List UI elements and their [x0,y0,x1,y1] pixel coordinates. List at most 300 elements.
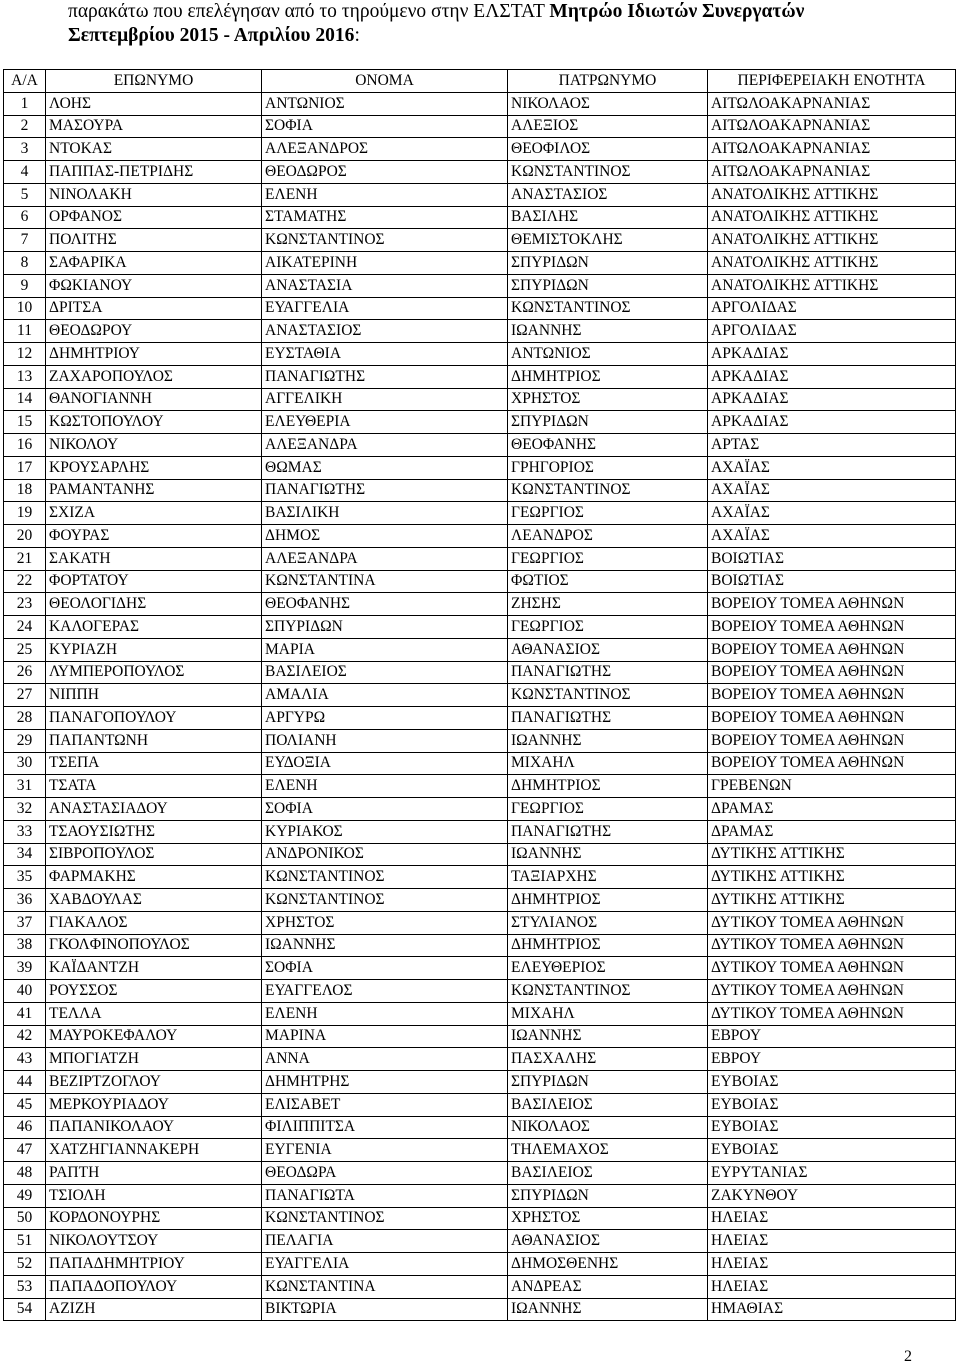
header-name: ΟΝΟΜΑ [262,70,508,93]
cell-region: ΕΥΒΟΙΑΣ [708,1116,956,1139]
cell-region: ΑΝΑΤΟΛΙΚΗΣ ΑΤΤΙΚΗΣ [708,274,956,297]
cell-father-name: ΛΕΑΝΔΡΟΣ [508,525,708,548]
cell-surname: ΤΕΛΛΑ [46,1002,262,1025]
cell-name: ΒΙΚΤΩΡΙΑ [262,1298,508,1321]
cell-surname: ΛΟΗΣ [46,92,262,115]
cell-father-name: ΔΗΜΗΤΡΙΟΣ [508,889,708,912]
cell-surname: ΤΣΕΠΑ [46,752,262,775]
cell-surname: ΓΚΟΛΦΙΝΟΠΟΥΛΟΣ [46,934,262,957]
cell-aa: 49 [4,1184,46,1207]
cell-father-name: ΔΗΜΗΤΡΙΟΣ [508,775,708,798]
cell-region: ΒΟΡΕΙΟΥ ΤΟΜΕΑ ΑΘΗΝΩΝ [708,638,956,661]
cell-aa: 43 [4,1048,46,1071]
cell-father-name: ΓΕΩΡΓΙΟΣ [508,502,708,525]
header-father-name: ΠΑΤΡΩΝΥΜΟ [508,70,708,93]
cell-father-name: ΓΕΩΡΓΙΟΣ [508,616,708,639]
cell-aa: 35 [4,866,46,889]
cell-name: ΑΝΝΑ [262,1048,508,1071]
intro-colon: : [354,25,360,46]
table-row [4,843,956,866]
cell-father-name: ΔΗΜΗΤΡΙΟΣ [508,365,708,388]
cell-father-name: ΙΩΑΝΝΗΣ [508,1298,708,1321]
table-row [4,1071,956,1094]
cell-aa: 51 [4,1230,46,1253]
cell-surname: ΑΝΑΣΤΑΣΙΑΔΟΥ [46,798,262,821]
cell-aa: 18 [4,479,46,502]
cell-aa: 40 [4,980,46,1003]
cell-aa: 37 [4,911,46,934]
cell-aa: 10 [4,297,46,320]
table-row [4,1002,956,1025]
table-row [4,343,956,366]
table-row [4,1275,956,1298]
cell-name: ΕΥΑΓΓΕΛΟΣ [262,980,508,1003]
cell-father-name: ΙΩΑΝΝΗΣ [508,843,708,866]
cell-name: ΕΛΙΣΑΒΕΤ [262,1093,508,1116]
cell-region: ΔΥΤΙΚΟΥ ΤΟΜΕΑ ΑΘΗΝΩΝ [708,911,956,934]
cell-father-name: ΚΩΝΣΤΑΝΤΙΝΟΣ [508,297,708,320]
cell-surname: ΣΑΦΑΡΙΚΑ [46,252,262,275]
cell-father-name: ΖΗΣΗΣ [508,593,708,616]
cell-father-name: ΣΠΥΡΙΔΩΝ [508,411,708,434]
cell-father-name: ΓΕΩΡΓΙΟΣ [508,547,708,570]
cell-surname: ΚΩΣΤΟΠΟΥΛΟΥ [46,411,262,434]
cell-region: ΑΧΑΪΑΣ [708,502,956,525]
table-row [4,798,956,821]
table-row [4,1298,956,1321]
cell-region: ΑΧΑΪΑΣ [708,525,956,548]
table-row [4,707,956,730]
cell-region: ΔΥΤΙΚΟΥ ΤΟΜΕΑ ΑΘΗΝΩΝ [708,957,956,980]
table-row [4,365,956,388]
cell-aa: 2 [4,115,46,138]
cell-aa: 54 [4,1298,46,1321]
cell-aa: 15 [4,411,46,434]
cell-father-name: ΒΑΣΙΛΕΙΟΣ [508,1162,708,1185]
cell-surname: ΡΟΥΣΣΟΣ [46,980,262,1003]
cell-region: ΕΥΒΟΙΑΣ [708,1139,956,1162]
cell-region: ΒΟΙΩΤΙΑΣ [708,570,956,593]
cell-surname: ΘΕΟΛΟΓΙΔΗΣ [46,593,262,616]
cell-surname: ΜΑΣΟΥΡΑ [46,115,262,138]
cell-surname: ΠΑΠΑΝΤΩΝΗ [46,729,262,752]
cell-aa: 46 [4,1116,46,1139]
cell-father-name: ΑΘΑΝΑΣΙΟΣ [508,1230,708,1253]
cell-father-name: ΑΛΕΞΙΟΣ [508,115,708,138]
cell-region: ΑΙΤΩΛΟΑΚΑΡΝΑΝΙΑΣ [708,161,956,184]
cell-region: ΑΡΓΟΛΙΔΑΣ [708,320,956,343]
table-row [4,1230,956,1253]
cell-name: ΜΑΡΙΝΑ [262,1025,508,1048]
cell-father-name: ΣΠΥΡΙΔΩΝ [508,274,708,297]
cell-region: ΗΛΕΙΑΣ [708,1207,956,1230]
cell-region: ΗΛΕΙΑΣ [708,1275,956,1298]
cell-region: ΑΡΤΑΣ [708,434,956,457]
cell-region: ΕΒΡΟΥ [708,1025,956,1048]
table-row [4,456,956,479]
table-row [4,775,956,798]
cell-surname: ΣΑΚΑΤΗ [46,547,262,570]
cell-region: ΑΧΑΪΑΣ [708,479,956,502]
cell-surname: ΠΑΠΑΝΙΚΟΛΑΟΥ [46,1116,262,1139]
cell-aa: 6 [4,206,46,229]
table-row [4,388,956,411]
cell-region: ΓΡΕΒΕΝΩΝ [708,775,956,798]
cell-surname: ΦΩΚΙΑΝΟΥ [46,274,262,297]
cell-father-name: ΒΑΣΙΛΗΣ [508,206,708,229]
cell-surname: ΠΑΠΑΔΗΜΗΤΡΙΟΥ [46,1253,262,1276]
cell-surname: ΠΑΠΠΑΣ-ΠΕΤΡΙΔΗΣ [46,161,262,184]
table-row [4,866,956,889]
cell-region: ΔΥΤΙΚΟΥ ΤΟΜΕΑ ΑΘΗΝΩΝ [708,980,956,1003]
cell-name: ΠΕΛΑΓΙΑ [262,1230,508,1253]
cell-father-name: ΝΙΚΟΛΑΟΣ [508,1116,708,1139]
cell-aa: 23 [4,593,46,616]
cell-surname: ΟΡΦΑΝΟΣ [46,206,262,229]
cell-region: ΕΥΒΟΙΑΣ [708,1071,956,1094]
page-number: 2 [904,1348,912,1365]
cell-region: ΖΑΚΥΝΘΟΥ [708,1184,956,1207]
cell-surname: ΦΟΥΡΑΣ [46,525,262,548]
cell-name: ΕΛΕΝΗ [262,1002,508,1025]
cell-father-name: ΣΠΥΡΙΔΩΝ [508,252,708,275]
cell-region: ΔΥΤΙΚΗΣ ΑΤΤΙΚΗΣ [708,889,956,912]
cell-father-name: ΑΘΑΝΑΣΙΟΣ [508,638,708,661]
intro-period: Σεπτεμβρίου 2015 - Απριλίου 2016 [68,25,355,46]
table-body [4,92,956,1321]
cell-aa: 22 [4,570,46,593]
cell-region: ΑΝΑΤΟΛΙΚΗΣ ΑΤΤΙΚΗΣ [708,183,956,206]
cell-name: ΚΩΝΣΤΑΝΤΙΝΟΣ [262,889,508,912]
cell-aa: 12 [4,343,46,366]
cell-name: ΔΗΜΗΤΡΗΣ [262,1071,508,1094]
cell-name: ΒΑΣΙΛΕΙΟΣ [262,661,508,684]
table-row [4,820,956,843]
cell-surname: ΡΑΜΑΝΤΑΝΗΣ [46,479,262,502]
cell-name: ΑΡΓΥΡΩ [262,707,508,730]
cell-region: ΑΝΑΤΟΛΙΚΗΣ ΑΤΤΙΚΗΣ [708,206,956,229]
table-row [4,684,956,707]
cell-father-name: ΣΠΥΡΙΔΩΝ [508,1184,708,1207]
cell-name: ΚΩΝΣΤΑΝΤΙΝΑ [262,1275,508,1298]
cell-aa: 44 [4,1071,46,1094]
cell-name: ΕΥΑΓΓΕΛΙΑ [262,1253,508,1276]
cell-region: ΔΥΤΙΚΟΥ ΤΟΜΕΑ ΑΘΗΝΩΝ [708,934,956,957]
cell-surname: ΦΑΡΜΑΚΗΣ [46,866,262,889]
cell-surname: ΝΙΝΟΛΑΚΗ [46,183,262,206]
cell-father-name: ΚΩΝΣΤΑΝΤΙΝΟΣ [508,479,708,502]
cell-aa: 16 [4,434,46,457]
cell-region: ΔΥΤΙΚΗΣ ΑΤΤΙΚΗΣ [708,866,956,889]
table-row [4,229,956,252]
cell-aa: 31 [4,775,46,798]
cell-surname: ΖΑΧΑΡΟΠΟΥΛΟΣ [46,365,262,388]
intro-part-1: παρακάτω που επελέγησαν από το τηρούμενο στην ΕΛΣΤΑΤ [68,1,550,22]
table-row [4,479,956,502]
cell-name: ΕΛΕΝΗ [262,775,508,798]
cell-surname: ΜΠΟΓΙΑΤΖΗ [46,1048,262,1071]
cell-surname: ΛΥΜΠΕΡΟΠΟΥΛΟΣ [46,661,262,684]
cell-father-name: ΕΛΕΥΘΕΡΙΟΣ [508,957,708,980]
cell-surname: ΜΕΡΚΟΥΡΙΑΔΟΥ [46,1093,262,1116]
table-row [4,320,956,343]
cell-father-name: ΘΕΟΦΙΛΟΣ [508,138,708,161]
cell-aa: 25 [4,638,46,661]
cell-name: ΚΩΝΣΤΑΝΤΙΝΑ [262,570,508,593]
cell-name: ΦΙΛΙΠΠΙΤΣΑ [262,1116,508,1139]
table-row [4,1139,956,1162]
table-row [4,570,956,593]
table-row [4,1207,956,1230]
cell-name: ΑΝΔΡΟΝΙΚΟΣ [262,843,508,866]
cell-surname: ΠΑΠΑΔΟΠΟΥΛΟΥ [46,1275,262,1298]
cell-aa: 45 [4,1093,46,1116]
intro-registry-name: Μητρώο Ιδιωτών Συνεργατών [549,1,805,22]
table-header-row [4,70,956,93]
cell-aa: 9 [4,274,46,297]
cell-name: ΣΠΥΡΙΔΩΝ [262,616,508,639]
registry-table [3,69,956,1321]
cell-father-name: ΣΤΥΛΙΑΝΟΣ [508,911,708,934]
cell-father-name: ΜΙΧΑΗΛ [508,752,708,775]
cell-name: ΣΟΦΙΑ [262,115,508,138]
cell-region: ΑΙΤΩΛΟΑΚΑΡΝΑΝΙΑΣ [708,115,956,138]
cell-surname: ΚΥΡΙΑΖΗ [46,638,262,661]
table-row [4,206,956,229]
cell-aa: 52 [4,1253,46,1276]
table-row [4,934,956,957]
cell-surname: ΜΑΥΡΟΚΕΦΑΛΟΥ [46,1025,262,1048]
table-row [4,161,956,184]
table-row [4,638,956,661]
cell-father-name: ΠΑΝΑΓΙΩΤΗΣ [508,707,708,730]
cell-region: ΑΙΤΩΛΟΑΚΑΡΝΑΝΙΑΣ [708,92,956,115]
cell-aa: 11 [4,320,46,343]
cell-aa: 26 [4,661,46,684]
cell-aa: 48 [4,1162,46,1185]
cell-name: ΠΑΝΑΓΙΩΤΗΣ [262,365,508,388]
cell-region: ΑΧΑΪΑΣ [708,456,956,479]
table-row [4,616,956,639]
cell-aa: 7 [4,229,46,252]
cell-surname: ΝΙΠΠΗ [46,684,262,707]
cell-name: ΑΜΑΛΙΑ [262,684,508,707]
cell-aa: 17 [4,456,46,479]
cell-name: ΑΛΕΞΑΝΔΡΑ [262,547,508,570]
intro-line-2 [68,24,948,48]
cell-region: ΔΥΤΙΚΟΥ ΤΟΜΕΑ ΑΘΗΝΩΝ [708,1002,956,1025]
cell-father-name: ΤΗΛΕΜΑΧΟΣ [508,1139,708,1162]
cell-name: ΕΛΕΥΘΕΡΙΑ [262,411,508,434]
cell-surname: ΧΑΤΖΗΓΙΑΝΝΑΚΕΡΗ [46,1139,262,1162]
cell-father-name: ΓΡΗΓΟΡΙΟΣ [508,456,708,479]
cell-name: ΣΟΦΙΑ [262,798,508,821]
table-row [4,889,956,912]
cell-surname: ΚΑΛΟΓΕΡΑΣ [46,616,262,639]
cell-father-name: ΚΩΝΣΤΑΝΤΙΝΟΣ [508,161,708,184]
table-row [4,502,956,525]
cell-aa: 32 [4,798,46,821]
cell-aa: 1 [4,92,46,115]
cell-aa: 5 [4,183,46,206]
cell-aa: 33 [4,820,46,843]
cell-name: ΑΝΑΣΤΑΣΙΟΣ [262,320,508,343]
table-row [4,980,956,1003]
cell-aa: 47 [4,1139,46,1162]
cell-name: ΜΑΡΙΑ [262,638,508,661]
cell-aa: 29 [4,729,46,752]
table-row [4,547,956,570]
intro-text [68,0,948,48]
cell-father-name: ΝΙΚΟΛΑΟΣ [508,92,708,115]
cell-father-name: ΙΩΑΝΝΗΣ [508,320,708,343]
cell-name: ΚΥΡΙΑΚΟΣ [262,820,508,843]
cell-aa: 20 [4,525,46,548]
cell-name: ΠΑΝΑΓΙΩΤΗΣ [262,479,508,502]
cell-region: ΑΡΓΟΛΙΔΑΣ [708,297,956,320]
cell-father-name: ΑΝΤΩΝΙΟΣ [508,343,708,366]
cell-aa: 4 [4,161,46,184]
cell-aa: 36 [4,889,46,912]
cell-aa: 39 [4,957,46,980]
cell-father-name: ΙΩΑΝΝΗΣ [508,1025,708,1048]
cell-name: ΘΕΟΦΑΝΗΣ [262,593,508,616]
table-row [4,92,956,115]
cell-aa: 24 [4,616,46,639]
cell-father-name: ΠΑΝΑΓΙΩΤΗΣ [508,820,708,843]
cell-region: ΑΝΑΤΟΛΙΚΗΣ ΑΤΤΙΚΗΣ [708,229,956,252]
cell-name: ΚΩΝΣΤΑΝΤΙΝΟΣ [262,1207,508,1230]
cell-father-name: ΔΗΜΗΤΡΙΟΣ [508,934,708,957]
cell-surname: ΤΣΑΟΥΣΙΩΤΗΣ [46,820,262,843]
header-surname: ΕΠΩΝΥΜΟ [46,70,262,93]
table-row [4,138,956,161]
table-row [4,1025,956,1048]
cell-name: ΕΥΓΕΝΙΑ [262,1139,508,1162]
cell-name: ΙΩΑΝΝΗΣ [262,934,508,957]
cell-name: ΚΩΝΣΤΑΝΤΙΝΟΣ [262,866,508,889]
cell-surname: ΘΕΟΔΩΡΟΥ [46,320,262,343]
table-row [4,661,956,684]
cell-name: ΘΩΜΑΣ [262,456,508,479]
cell-region: ΒΟΡΕΙΟΥ ΤΟΜΕΑ ΑΘΗΝΩΝ [708,593,956,616]
table-row [4,911,956,934]
table-row [4,525,956,548]
cell-surname: ΔΗΜΗΤΡΙΟΥ [46,343,262,366]
cell-father-name: ΑΝΔΡΕΑΣ [508,1275,708,1298]
cell-aa: 21 [4,547,46,570]
cell-surname: ΣΧΙΖΑ [46,502,262,525]
cell-name: ΕΥΔΟΞΙΑ [262,752,508,775]
cell-region: ΑΡΚΑΔΙΑΣ [708,365,956,388]
cell-aa: 28 [4,707,46,730]
table-row [4,274,956,297]
cell-region: ΑΙΤΩΛΟΑΚΑΡΝΑΝΙΑΣ [708,138,956,161]
table-row [4,1162,956,1185]
cell-region: ΒΟΡΕΙΟΥ ΤΟΜΕΑ ΑΘΗΝΩΝ [708,661,956,684]
cell-name: ΘΕΟΔΩΡΟΣ [262,161,508,184]
cell-name: ΧΡΗΣΤΟΣ [262,911,508,934]
cell-aa: 13 [4,365,46,388]
cell-aa: 27 [4,684,46,707]
cell-surname: ΓΙΑΚΑΛΟΣ [46,911,262,934]
cell-name: ΣΤΑΜΑΤΗΣ [262,206,508,229]
cell-surname: ΚΡΟΥΣΑΡΛΗΣ [46,456,262,479]
cell-father-name: ΜΙΧΑΗΛ [508,1002,708,1025]
table-row [4,1253,956,1276]
cell-region: ΗΛΕΙΑΣ [708,1253,956,1276]
cell-surname: ΠΟΛΙΤΗΣ [46,229,262,252]
cell-surname: ΝΙΚΟΛΟΥ [46,434,262,457]
cell-surname: ΡΑΠΤΗ [46,1162,262,1185]
table-row [4,1116,956,1139]
cell-region: ΔΡΑΜΑΣ [708,820,956,843]
table-row [4,1184,956,1207]
cell-name: ΑΓΓΕΛΙΚΗ [262,388,508,411]
cell-surname: ΝΤΟΚΑΣ [46,138,262,161]
table-row [4,1048,956,1071]
table-row [4,183,956,206]
cell-aa: 30 [4,752,46,775]
table-row [4,434,956,457]
cell-surname: ΒΕΖΙΡΤΖΟΓΛΟΥ [46,1071,262,1094]
cell-surname: ΤΣΙΟΛΗ [46,1184,262,1207]
table-row [4,729,956,752]
intro-line-1 [68,0,948,24]
cell-name: ΠΟΛΙΑΝΗ [262,729,508,752]
cell-surname: ΦΟΡΤΑΤΟΥ [46,570,262,593]
cell-region: ΒΟΡΕΙΟΥ ΤΟΜΕΑ ΑΘΗΝΩΝ [708,752,956,775]
cell-father-name: ΣΠΥΡΙΔΩΝ [508,1071,708,1094]
table-row [4,252,956,275]
cell-region: ΒΟΡΕΙΟΥ ΤΟΜΕΑ ΑΘΗΝΩΝ [708,684,956,707]
cell-aa: 3 [4,138,46,161]
cell-surname: ΔΡΙΤΣΑ [46,297,262,320]
cell-name: ΘΕΟΔΩΡΑ [262,1162,508,1185]
cell-father-name: ΦΩΤΙΟΣ [508,570,708,593]
cell-name: ΑΛΕΞΑΝΔΡΟΣ [262,138,508,161]
cell-region: ΗΛΕΙΑΣ [708,1230,956,1253]
cell-father-name: ΔΗΜΟΣΘΕΝΗΣ [508,1253,708,1276]
cell-region: ΑΡΚΑΔΙΑΣ [708,343,956,366]
table-row [4,752,956,775]
cell-region: ΕΥΒΟΙΑΣ [708,1093,956,1116]
cell-aa: 50 [4,1207,46,1230]
cell-name: ΑΛΕΞΑΝΔΡΑ [262,434,508,457]
cell-region: ΕΥΡΥΤΑΝΙΑΣ [708,1162,956,1185]
header-aa: Α/Α [4,70,46,93]
cell-aa: 19 [4,502,46,525]
cell-region: ΗΜΑΘΙΑΣ [708,1298,956,1321]
cell-surname: ΣΙΒΡΟΠΟΥΛΟΣ [46,843,262,866]
cell-aa: 8 [4,252,46,275]
cell-name: ΑΝΑΣΤΑΣΙΑ [262,274,508,297]
cell-father-name: ΑΝΑΣΤΑΣΙΟΣ [508,183,708,206]
cell-region: ΔΡΑΜΑΣ [708,798,956,821]
cell-name: ΠΑΝΑΓΙΩΤΑ [262,1184,508,1207]
cell-region: ΑΡΚΑΔΙΑΣ [708,411,956,434]
cell-father-name: ΓΕΩΡΓΙΟΣ [508,798,708,821]
cell-aa: 53 [4,1275,46,1298]
cell-surname: ΑΖΙΖΗ [46,1298,262,1321]
cell-surname: ΘΑΝΟΓΙΑΝΝΗ [46,388,262,411]
cell-surname: ΧΑΒΔΟΥΛΑΣ [46,889,262,912]
cell-father-name: ΤΑΞΙΑΡΧΗΣ [508,866,708,889]
cell-name: ΔΗΜΟΣ [262,525,508,548]
cell-name: ΑΝΤΩΝΙΟΣ [262,92,508,115]
cell-father-name: ΒΑΣΙΛΕΙΟΣ [508,1093,708,1116]
cell-name: ΕΛΕΝΗ [262,183,508,206]
